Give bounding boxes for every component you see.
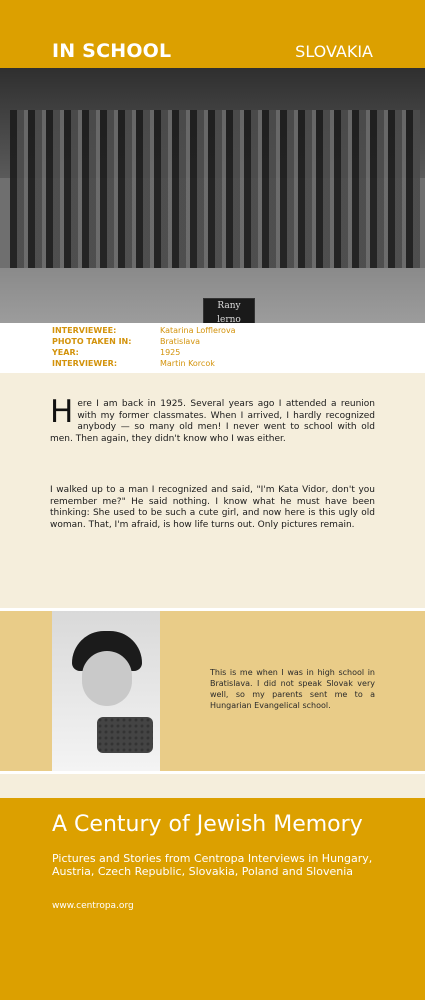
- meta-value-interviewee: Katarina Lofflerova: [160, 326, 236, 335]
- footer-title: A Century of Jewish Memory: [52, 812, 363, 837]
- story-paragraph-1: [50, 394, 375, 445]
- meta-label-photo-taken-in: PHOTO TAKEN IN:: [52, 337, 132, 346]
- sign-line-1: Rany: [217, 301, 241, 311]
- story-paragraph-2: I walked up to a man I recognized and said, "I'm Kata Vidor, don't you remember me?" He said nothing. I know what he must have been thinking: She used to be such a cute girl, and now here is this ugly old woman. That, I'm afraid, is how life turns out. Only pictures remain.: [50, 485, 375, 530]
- class-photo: [0, 68, 425, 323]
- meta-label-year: YEAR:: [52, 348, 79, 357]
- photo-chalkboard-sign: [203, 298, 255, 323]
- story-paragraph-1-text: ere I am back in 1925. Several years ago I attended a reunion with my former classmates. When I arrived, I hardly recognized anybody — so many old men! I never went to school with old men. Then again, they didn't know who I was either.: [50, 399, 375, 444]
- header-bar: [0, 0, 425, 68]
- story-section: [0, 373, 425, 608]
- portrait-caption: This is me when I was in high school in Bratislava. I did not speak Slovak very well, so my parents sent me to a Hungarian Evangelical school.: [210, 668, 375, 710]
- portrait-bow: [97, 717, 153, 753]
- page-title: IN SCHOOL: [52, 40, 172, 62]
- meta-value-interviewer: Martin Korcok: [160, 359, 215, 368]
- meta-label-interviewee: INTERVIEWEE:: [52, 326, 117, 335]
- portrait-band: [0, 611, 425, 771]
- portrait-photo: [52, 611, 160, 771]
- meta-label-interviewer: INTERVIEWER:: [52, 359, 118, 368]
- photo-metadata: [0, 323, 425, 373]
- footer: [0, 798, 425, 1000]
- sign-line-2: lerno: [217, 315, 241, 323]
- portrait-face: [82, 651, 132, 706]
- website-link[interactable]: www.centropa.org: [52, 901, 134, 911]
- cream-stripe: [0, 774, 425, 798]
- meta-value-photo-taken-in: Bratislava: [160, 337, 200, 346]
- footer-subtitle: Pictures and Stories from Centropa Interviews in Hungary, Austria, Czech Republic, Slovakia, Poland and Slovenia: [52, 852, 373, 878]
- country-label: SLOVAKIA: [295, 42, 373, 61]
- meta-value-year: 1925: [160, 348, 181, 357]
- drop-cap: H: [50, 394, 74, 430]
